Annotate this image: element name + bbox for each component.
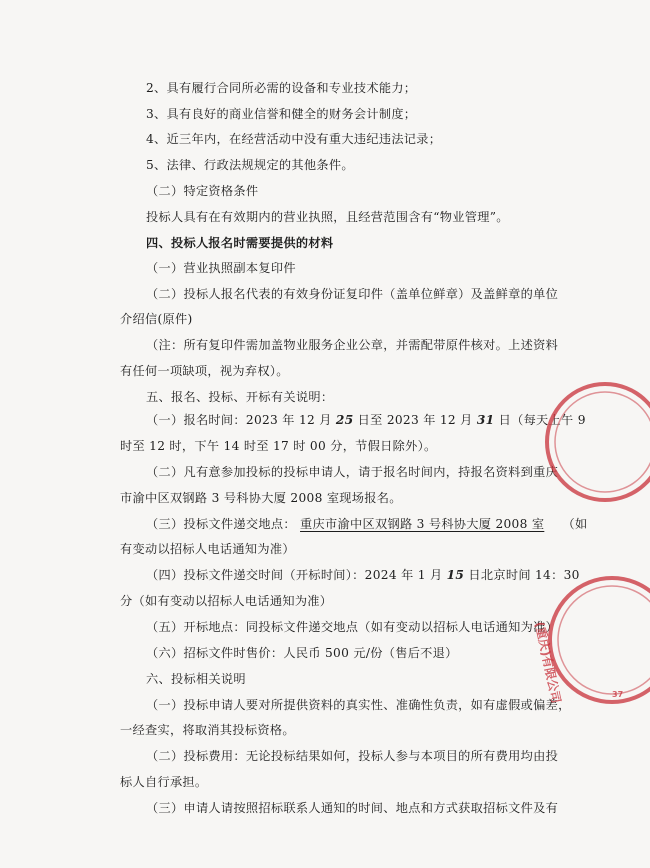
submission-place-suffix: （如 xyxy=(562,517,588,531)
registration-time-line xyxy=(146,412,586,428)
text-line: 5、法律、行政法规规定的其他条件。 xyxy=(146,158,354,172)
submission-time-suffix: 日北京时间 14：30 xyxy=(468,568,580,582)
text-line: 有任何一项缺项，视为弃权）。 xyxy=(120,364,289,378)
text-line: 标人自行承担。 xyxy=(120,775,208,789)
section-heading: 五、报名、投标、开标有关说明： xyxy=(146,390,334,404)
section-heading: 六、投标相关说明 xyxy=(146,672,246,686)
text-line: （一）投标申请人要对所提供资料的真实性、准确性负责，如有虚假或偏差， xyxy=(146,698,571,712)
text-line: 介绍信(原件) xyxy=(120,312,193,326)
registration-prefix: （一）报名时间：2023 年 12 月 xyxy=(146,413,332,427)
text-line: 有变动以招标人电话通知为准） xyxy=(120,542,295,556)
text-line: 2、具有履行合同所必需的设备和专业技术能力； xyxy=(146,81,417,95)
registration-end-day: 31 xyxy=(476,413,495,427)
section-heading: （二）特定资格条件 xyxy=(146,184,259,198)
text-line: （三）申请人请按照招标联系人通知的时间、地点和方式获取招标文件及有 xyxy=(146,801,559,815)
text-line: （注：所有复印件需加盖物业服务企业公章，并需配带原件核对。上述资料 xyxy=(146,338,559,352)
registration-start-day: 25 xyxy=(335,413,354,427)
text-line: （六）招标文件时售价：人民币 500 元/份（售后不退） xyxy=(146,646,458,660)
text-line: （一）营业执照副本复印件 xyxy=(146,261,296,275)
company-seal-stamp xyxy=(525,372,650,512)
text-line: 分（如有变动以招标人电话通知为准） xyxy=(120,594,333,608)
text-line: （二）凡有意参加投标的投标申请人，请于报名时间内，持报名资料到重庆 xyxy=(146,465,559,479)
submission-time-line xyxy=(146,567,580,583)
text-line: （二）投标费用：无论投标结果如何，投标人参与本项目的所有费用均由投 xyxy=(146,749,559,763)
registration-middle: 日至 2023 年 12 月 xyxy=(357,413,473,427)
text-line: （二）投标人报名代表的有效身份证复印件（盖单位鲜章）及盖鲜章的单位 xyxy=(146,287,559,301)
submission-day: 15 xyxy=(446,568,465,582)
section-heading: 四、投标人报名时需要提供的材料 xyxy=(146,236,334,250)
text-line: 时至 12 时，下午 14 时至 17 时 00 分，节假日除外）。 xyxy=(120,439,437,453)
submission-place-line xyxy=(146,516,588,532)
submission-place-prefix: （三）投标文件递交地点： xyxy=(146,517,296,531)
seal-stamp-text: (重庆)有限公司 xyxy=(532,620,564,705)
text-line: 一经查实，将取消其投标资格。 xyxy=(120,723,295,737)
submission-time-prefix: （四）投标文件递交时间（开标时间）：2024 年 1 月 xyxy=(146,568,443,582)
text-line: （五）开标地点：同投标文件递交地点（如有变动以招标人电话通知为准） xyxy=(146,620,559,634)
seal-stamp-code: 37 xyxy=(612,690,624,699)
submission-address: 重庆市渝中区双钢路 3 号科协大厦 2008 室 xyxy=(300,517,545,531)
text-line: 投标人具有在有效期内的营业执照，且经营范围含有“物业管理”。 xyxy=(146,210,509,224)
text-line: 4、近三年内，在经营活动中没有重大违纪违法记录； xyxy=(146,132,442,146)
text-line: 3、具有良好的商业信誉和健全的财务会计制度； xyxy=(146,107,417,121)
text-line: 市渝中区双钢路 3 号科协大厦 2008 室现场报名。 xyxy=(120,491,402,505)
registration-suffix: 日（每天上午 9 xyxy=(498,413,586,427)
